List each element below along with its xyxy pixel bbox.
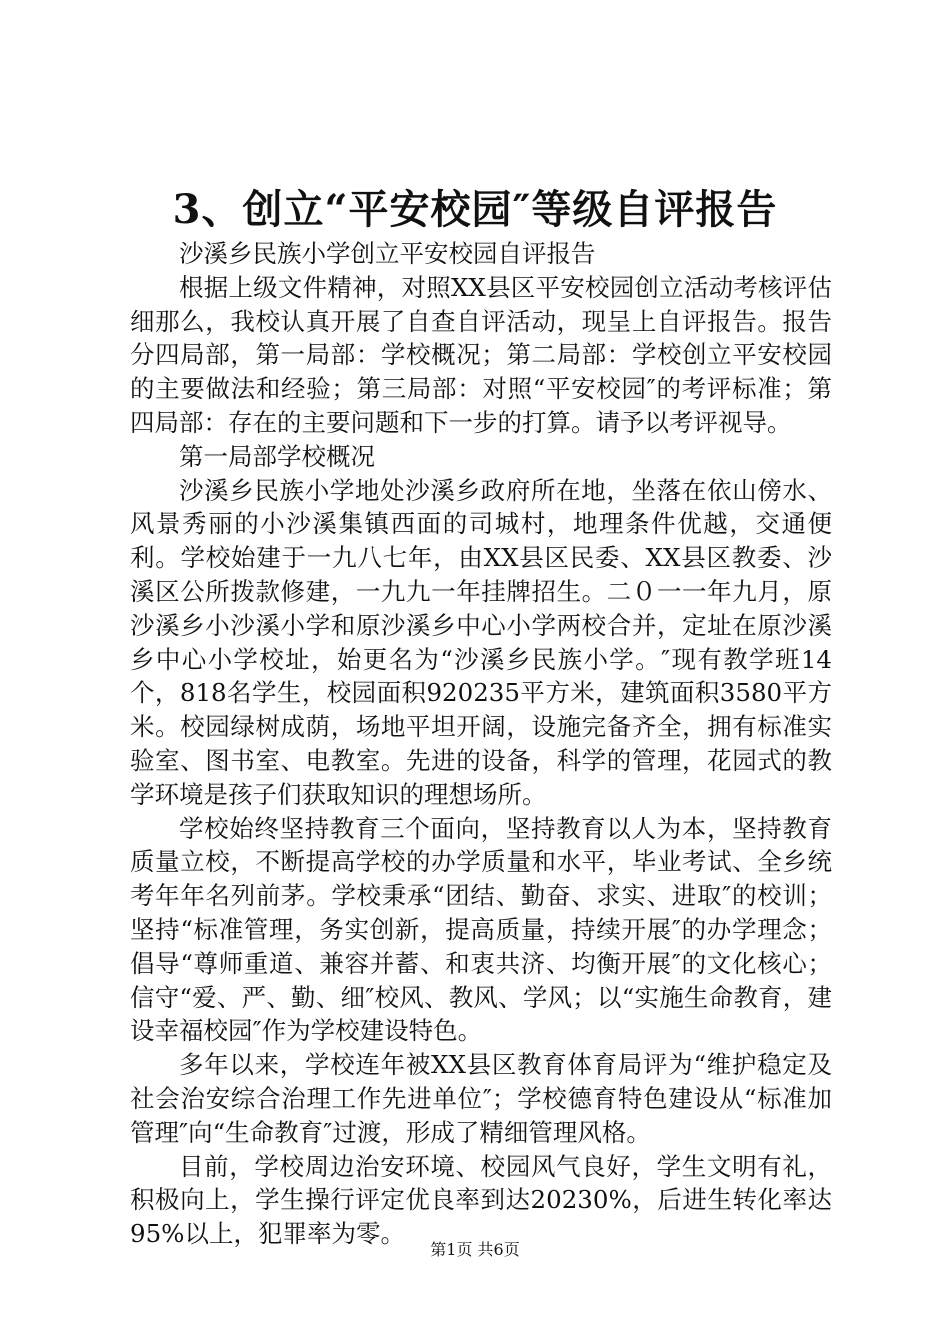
body-paragraph: 学校始终坚持教育三个面向，坚持教育以人为本，坚持教育质量立校，不断提高学校的办学质量和水平，毕业考试、全乡统考年年名列前茅。学校秉承“团结、勤奋、求实、进取″的校训；坚持“标准管理，务实创新，提高质量，持续开展″的办学理念；倡导“尊师重道、兼容并蓄、和衷共济、均衡开展″的文化核心；信守“爱、严、勤、细″校风、教风、学风；以“实施生命教育，建设幸福校园″作为学校建设特色。 bbox=[130, 813, 832, 1046]
body-paragraph: 多年以来，学校连年被XX县区教育体育局评为“维护稳定及社会治安综合治理工作先进单位″；学校德育特色建设从“标准加管理″向“生命教育″过渡，形成了精细管理风格。 bbox=[130, 1050, 832, 1147]
section-heading: 第一局部学校概况 bbox=[179, 441, 375, 471]
body-paragraph: 沙溪乡民族小学地处沙溪乡政府所在地，坐落在依山傍水、风景秀丽的小沙溪集镇西面的司城村，地理条件优越，交通便利。学校始建于一九八七年，由XX县区民委、XX县区教委、沙溪区公所拨款修建，一九九一年挂牌招生。二０一一年九月，原沙溪乡小沙溪小学和原沙溪乡中心小学两校合并，定址在原沙溪乡中心小学校址，始更名为“沙溪乡民族小学。″现有教学班14个，818名学生，校园面积920235平方米，建筑面积3580平方米。校园绿树成荫，场地平坦开阔，设施完备齐全，拥有标准实验室、图书室、电教室。先进的设备，科学的管理，花园式的教学环境是孩子们获取知识的理想场所。 bbox=[130, 475, 832, 809]
subtitle-paragraph: 沙溪乡民族小学创立平安校园自评报告 bbox=[179, 239, 596, 268]
document-title: 3、创立“平安校园″等级自评报告 bbox=[172, 186, 778, 233]
page-number-footer: 第1页 共6页 bbox=[430, 1240, 520, 1259]
intro-paragraph: 根据上级文件精神，对照XX县区平安校园创立活动考核评估细那么，我校认真开展了自查自评活动，现呈上自评报告。报告分四局部，第一局部：学校概况；第二局部：学校创立平安校园的主要做法和经验；第三局部：对照“平安校园″的考评标准；第四局部：存在的主要问题和下一步的打算。请予以考评视导。 bbox=[130, 272, 832, 437]
body-paragraph: 目前，学校周边治安环境、校园风气良好，学生文明有礼，积极向上，学生操行评定优良率到达20230%，后进生转化率达95%以上，犯罪率为零。 bbox=[130, 1151, 832, 1249]
document-body bbox=[130, 237, 832, 1251]
